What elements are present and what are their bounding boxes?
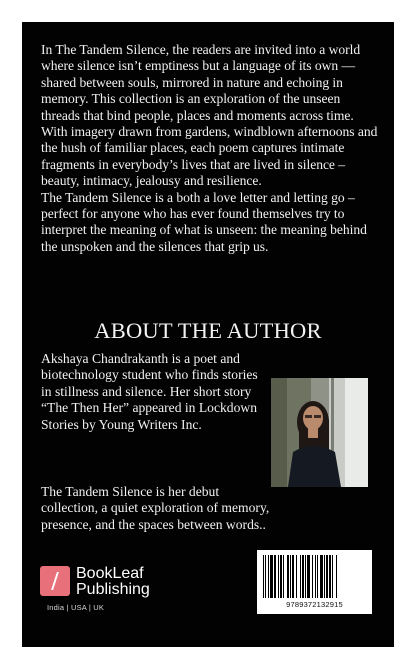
blurb-paragraph-2: The Tandem Silence is a both a love letter and letting go – perfect for anyone who has ever found themselves try to interpret the meaning of what is unseen: the meaning behind the unspoken and the silences that grip us. — [41, 189, 367, 254]
back-cover — [22, 22, 394, 647]
publisher-name-line-2: Publishing — [76, 581, 150, 598]
blurb-paragraph-1: In The Tandem Silence, the readers are invited into a world where silence isn’t emptiness but a language of its own — shared between souls, mirrored in nature and echoing in memory. This collection is an exploration of the unseen threads that bind people, places and moments across time. With imagery drawn from gardens, windblown afternoons and the hush of familiar places, each poem captures intimate fragments in everybody’s lives that are lived in silence – beauty, intimacy, jealousy and resilience. — [41, 42, 378, 189]
isbn-barcode — [257, 550, 372, 614]
about-author-heading: ABOUT THE AUTHOR — [94, 318, 322, 343]
publisher-logo — [40, 566, 180, 621]
author-bio-paragraph-2: The Tandem Silence is her debut collection, a quiet exploration of memory, presence, and the spaces between words.. — [41, 484, 270, 532]
publisher-name-line-1: BookLeaf — [76, 565, 144, 582]
publisher-logo-mark — [40, 566, 70, 596]
barcode-bars — [262, 555, 367, 598]
isbn-number: 9789372132915 — [286, 600, 343, 609]
author-photo — [271, 378, 368, 487]
book-blurb — [41, 42, 381, 255]
author-bio-paragraph-1: Akshaya Chandrakanth is a poet and biotechnology student who finds stories in stillness and silence. Her short story “The Then Her” appeared in Lockdown Stories by Young Writers Inc. — [41, 351, 258, 432]
publisher-tagline: India | USA | UK — [47, 603, 105, 612]
